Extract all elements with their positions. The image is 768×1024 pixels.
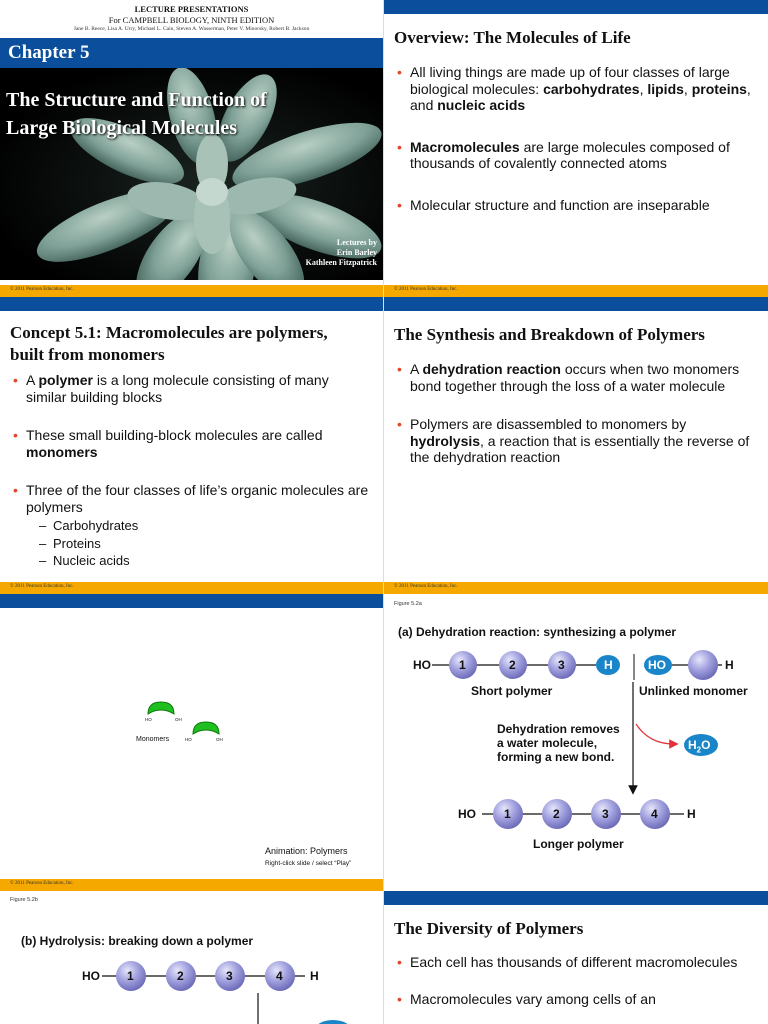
header-line-2: For CAMPBELL BIOLOGY, NINTH EDITION [108,15,275,25]
animation-title: Animation: Polymers [265,846,348,856]
longer-polymer-label: Longer polymer [533,837,624,851]
bullet-item: • All living things are made up of four classes of large biological molecules: carbohydrates, lipids, proteins, and nucleic acids [410,64,754,114]
slide-animation-polymers[interactable] [0,594,384,891]
bullet-item: • Macromolecules are large molecules composed of thousands of covalently connected atoms [410,139,754,172]
ho-label: HO [413,658,431,672]
bullet-list [410,361,754,466]
ho-label-blue: HO [648,658,666,672]
bead-number-2: 2 [177,969,184,983]
hydrolysis-diagram [0,891,384,1024]
bead-number-4: 4 [276,969,283,983]
bullet-item: • Each cell has thousands of different macromolecules [410,954,754,971]
bullet-item: • These small building-block molecules are called monomers [26,427,369,460]
ho-label-bottom: HO [458,807,476,821]
bullet-item: • A dehydration reaction occurs when two monomers bond together through the loss of a water molecule [410,361,754,394]
header-authors: Jane B. Reece, Lisa A. Urry, Michael L. Cain, Steven A. Wasserman, Peter V. Minorsky, Robert B. Jackson [73,26,310,32]
polymer-number-2: 2 [553,807,560,821]
top-bar [384,297,768,311]
bullet-list [410,954,754,1007]
copyright: © 2011 Pearson Education, Inc. [10,881,74,886]
slide-figure-5-2a[interactable] [384,594,768,891]
slide-figure-5-2b[interactable] [0,891,384,1024]
top-bar [0,297,383,311]
slide-synthesis-breakdown[interactable] [384,297,768,594]
credit-line-2: Erin Barley [336,248,377,257]
animation-hint: Right-click slide / select “Play” [265,860,352,867]
title-line-2: built from monomers [10,345,165,364]
copyright: © 2011 Pearson Education, Inc. [10,584,74,589]
h-label-end: H [725,658,734,672]
figure-number: Figure 5.2a [394,601,422,607]
bullet-item: • Three of the four classes of life’s organic molecules are polymers – Carbohydrates – Proteins – Nucleic acids [26,482,369,570]
bead-number-1: 1 [459,658,466,672]
short-polymer-label: Short polymer [471,684,553,698]
sub-list [28,517,369,570]
title-line-1: The Structure and Function of [6,89,267,111]
water-label: $H_2O$ [688,738,711,755]
slide-footer [384,285,768,297]
slide-title-text: The Synthesis and Breakdown of Polymers [394,325,705,344]
figure-heading: (b) Hydrolysis: breaking down a polymer [21,934,254,948]
bullet-item: • Molecular structure and function are inseparable [410,197,754,214]
slide-title-text: Overview: The Molecules of Life [394,28,631,47]
sub-item-carbohydrates: – Carbohydrates [28,517,369,535]
polymer-number-1: 1 [504,807,511,821]
ho-label: HO [145,717,152,722]
h-label: H [310,969,319,983]
oh-label: OH [216,737,223,742]
unlinked-monomer-label: Unlinked monomer [639,684,748,698]
bead-number-1: 1 [127,969,134,983]
polymer-number-4: 4 [651,807,658,821]
bead-number-2: 2 [509,658,516,672]
lecture-header [0,0,383,38]
slide-concept-5-1[interactable] [0,297,384,594]
lecturer-credit [306,238,377,268]
monomer-shape-2 [193,722,219,734]
chapter-label: Chapter 5 [8,42,90,63]
chapter-bar [0,38,383,68]
slide-footer [384,582,768,594]
unlinked-monomer-bead [688,650,718,680]
presentation-title [6,86,336,142]
slide-footer [0,879,383,891]
slide-footer [0,285,383,297]
h-label-bottom: H [687,807,696,821]
top-bar [0,594,383,608]
dehydration-note: Dehydration removes a water molecule, forming a new bond. [497,722,620,764]
bullet-item: • Polymers are disassembled to monomers by hydrolysis, a reaction that is essentially the reverse of the dehydration reaction [410,416,754,466]
copyright: © 2011 Pearson Education, Inc. [10,287,74,292]
monomers-label: Monomers [136,736,170,743]
succulent-photo [0,68,384,280]
slide-title-text: The Diversity of Polymers [394,919,584,938]
figure-heading: (a) Dehydration reaction: synthesizing a polymer [398,625,677,639]
slide-overview[interactable] [384,0,768,297]
bullet-item: • Macromolecules vary among cells of an [410,991,754,1008]
sub-item-nucleic-acids: – Nucleic acids [28,552,369,570]
figure-number: Figure 5.2b [10,897,38,903]
bullet-list [26,372,369,570]
slide-title-text [10,322,328,366]
ho-label: HO [185,737,192,742]
sub-item-proteins: – Proteins [28,535,369,553]
copyright: © 2011 Pearson Education, Inc. [394,584,458,589]
ho-label: HO [82,969,100,983]
polymer-number-3: 3 [602,807,609,821]
bead-number-3: 3 [226,969,233,983]
h-label: H [604,658,613,672]
bullet-list [410,64,754,213]
slide-footer [0,582,383,594]
monomer-shape-1 [148,702,174,714]
top-bar [384,891,768,905]
title-line-1: Concept 5.1: Macromolecules are polymers, [10,323,328,342]
slide-title[interactable] [0,0,384,297]
top-bar [384,0,768,14]
copyright: © 2011 Pearson Education, Inc. [394,287,458,292]
title-line-2: Large Biological Molecules [6,117,238,139]
slide-diversity-polymers[interactable] [384,891,768,1024]
credit-line-1: Lectures by [336,238,377,247]
oh-label: OH [175,717,182,722]
bullet-item: • A polymer is a long molecule consisting of many similar building blocks [26,372,369,405]
header-line-1: LECTURE PRESENTATIONS [134,4,249,14]
credit-line-3: Kathleen Fitzpatrick [305,258,377,267]
bead-number-3: 3 [558,658,565,672]
